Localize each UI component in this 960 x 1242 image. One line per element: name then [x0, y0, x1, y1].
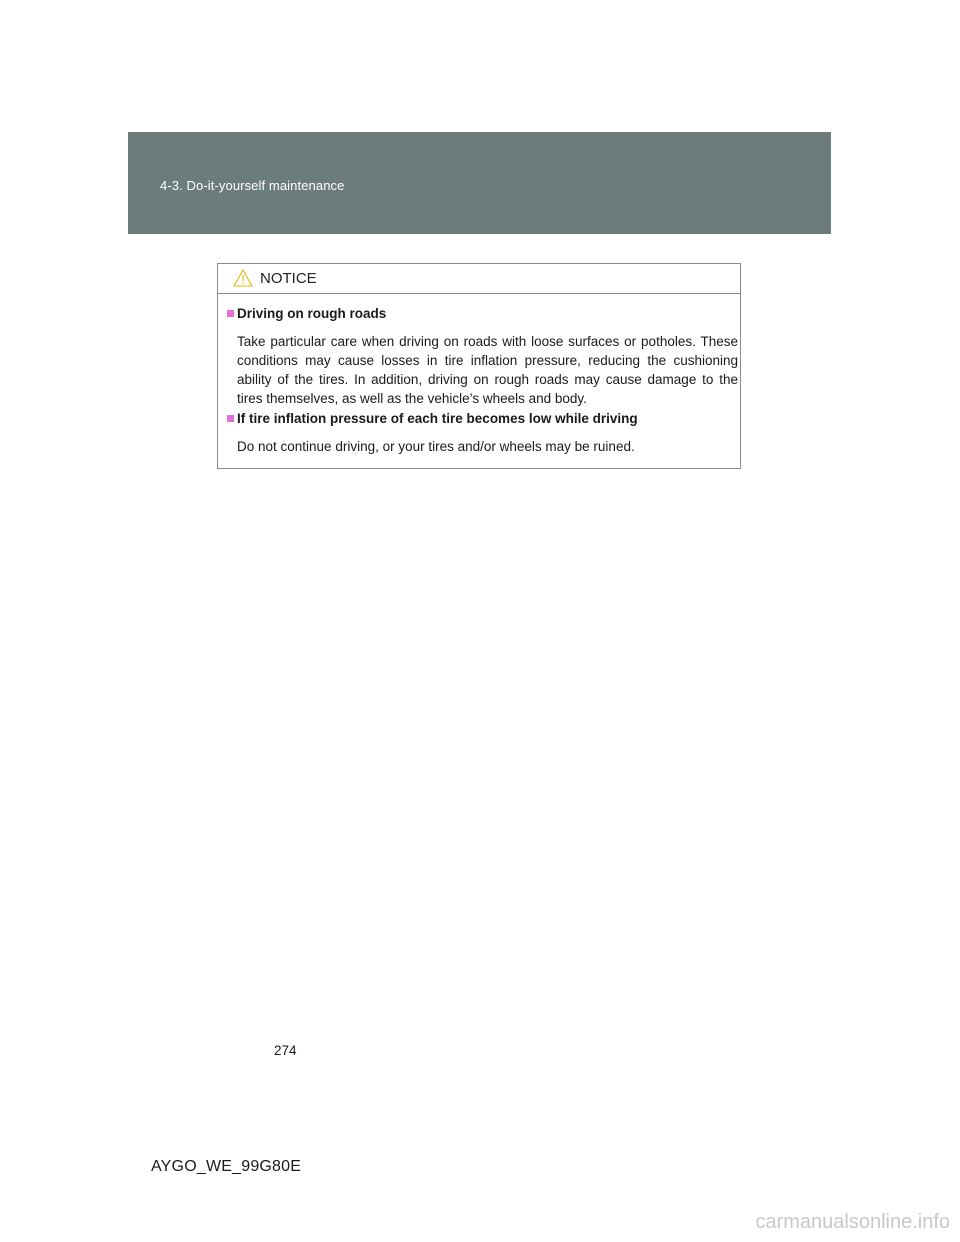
square-bullet-icon [227, 415, 234, 422]
notice-title: NOTICE [260, 270, 317, 287]
notice-item-heading: Driving on rough roads [237, 306, 387, 321]
notice-item-text: Do not continue driving, or your tires and/or wheels may be ruined. [237, 439, 635, 454]
notice-box [217, 263, 741, 469]
warning-triangle-icon [233, 269, 253, 287]
square-bullet-icon [227, 310, 234, 317]
page-number: 274 [274, 1043, 297, 1058]
section-header-band [128, 132, 831, 234]
watermark: carmanualsonline.info [755, 1211, 950, 1233]
notice-item-heading: If tire inflation pressure of each tire becomes low while driving [237, 411, 638, 426]
document-code: AYGO_WE_99G80E [151, 1158, 302, 1175]
notice-item-text: Take particular care when driving on roads with loose surfaces or potholes. These conditions may cause losses in tire inflation pressure, reducing the cushioning ability of the tires. In addition, driving on rough roads may cause damage to the tires themselves, as well as the vehicle’s wheels and body. [237, 334, 738, 406]
notice-header [218, 264, 740, 294]
section-title: 4-3. Do-it-yourself maintenance [160, 178, 345, 193]
